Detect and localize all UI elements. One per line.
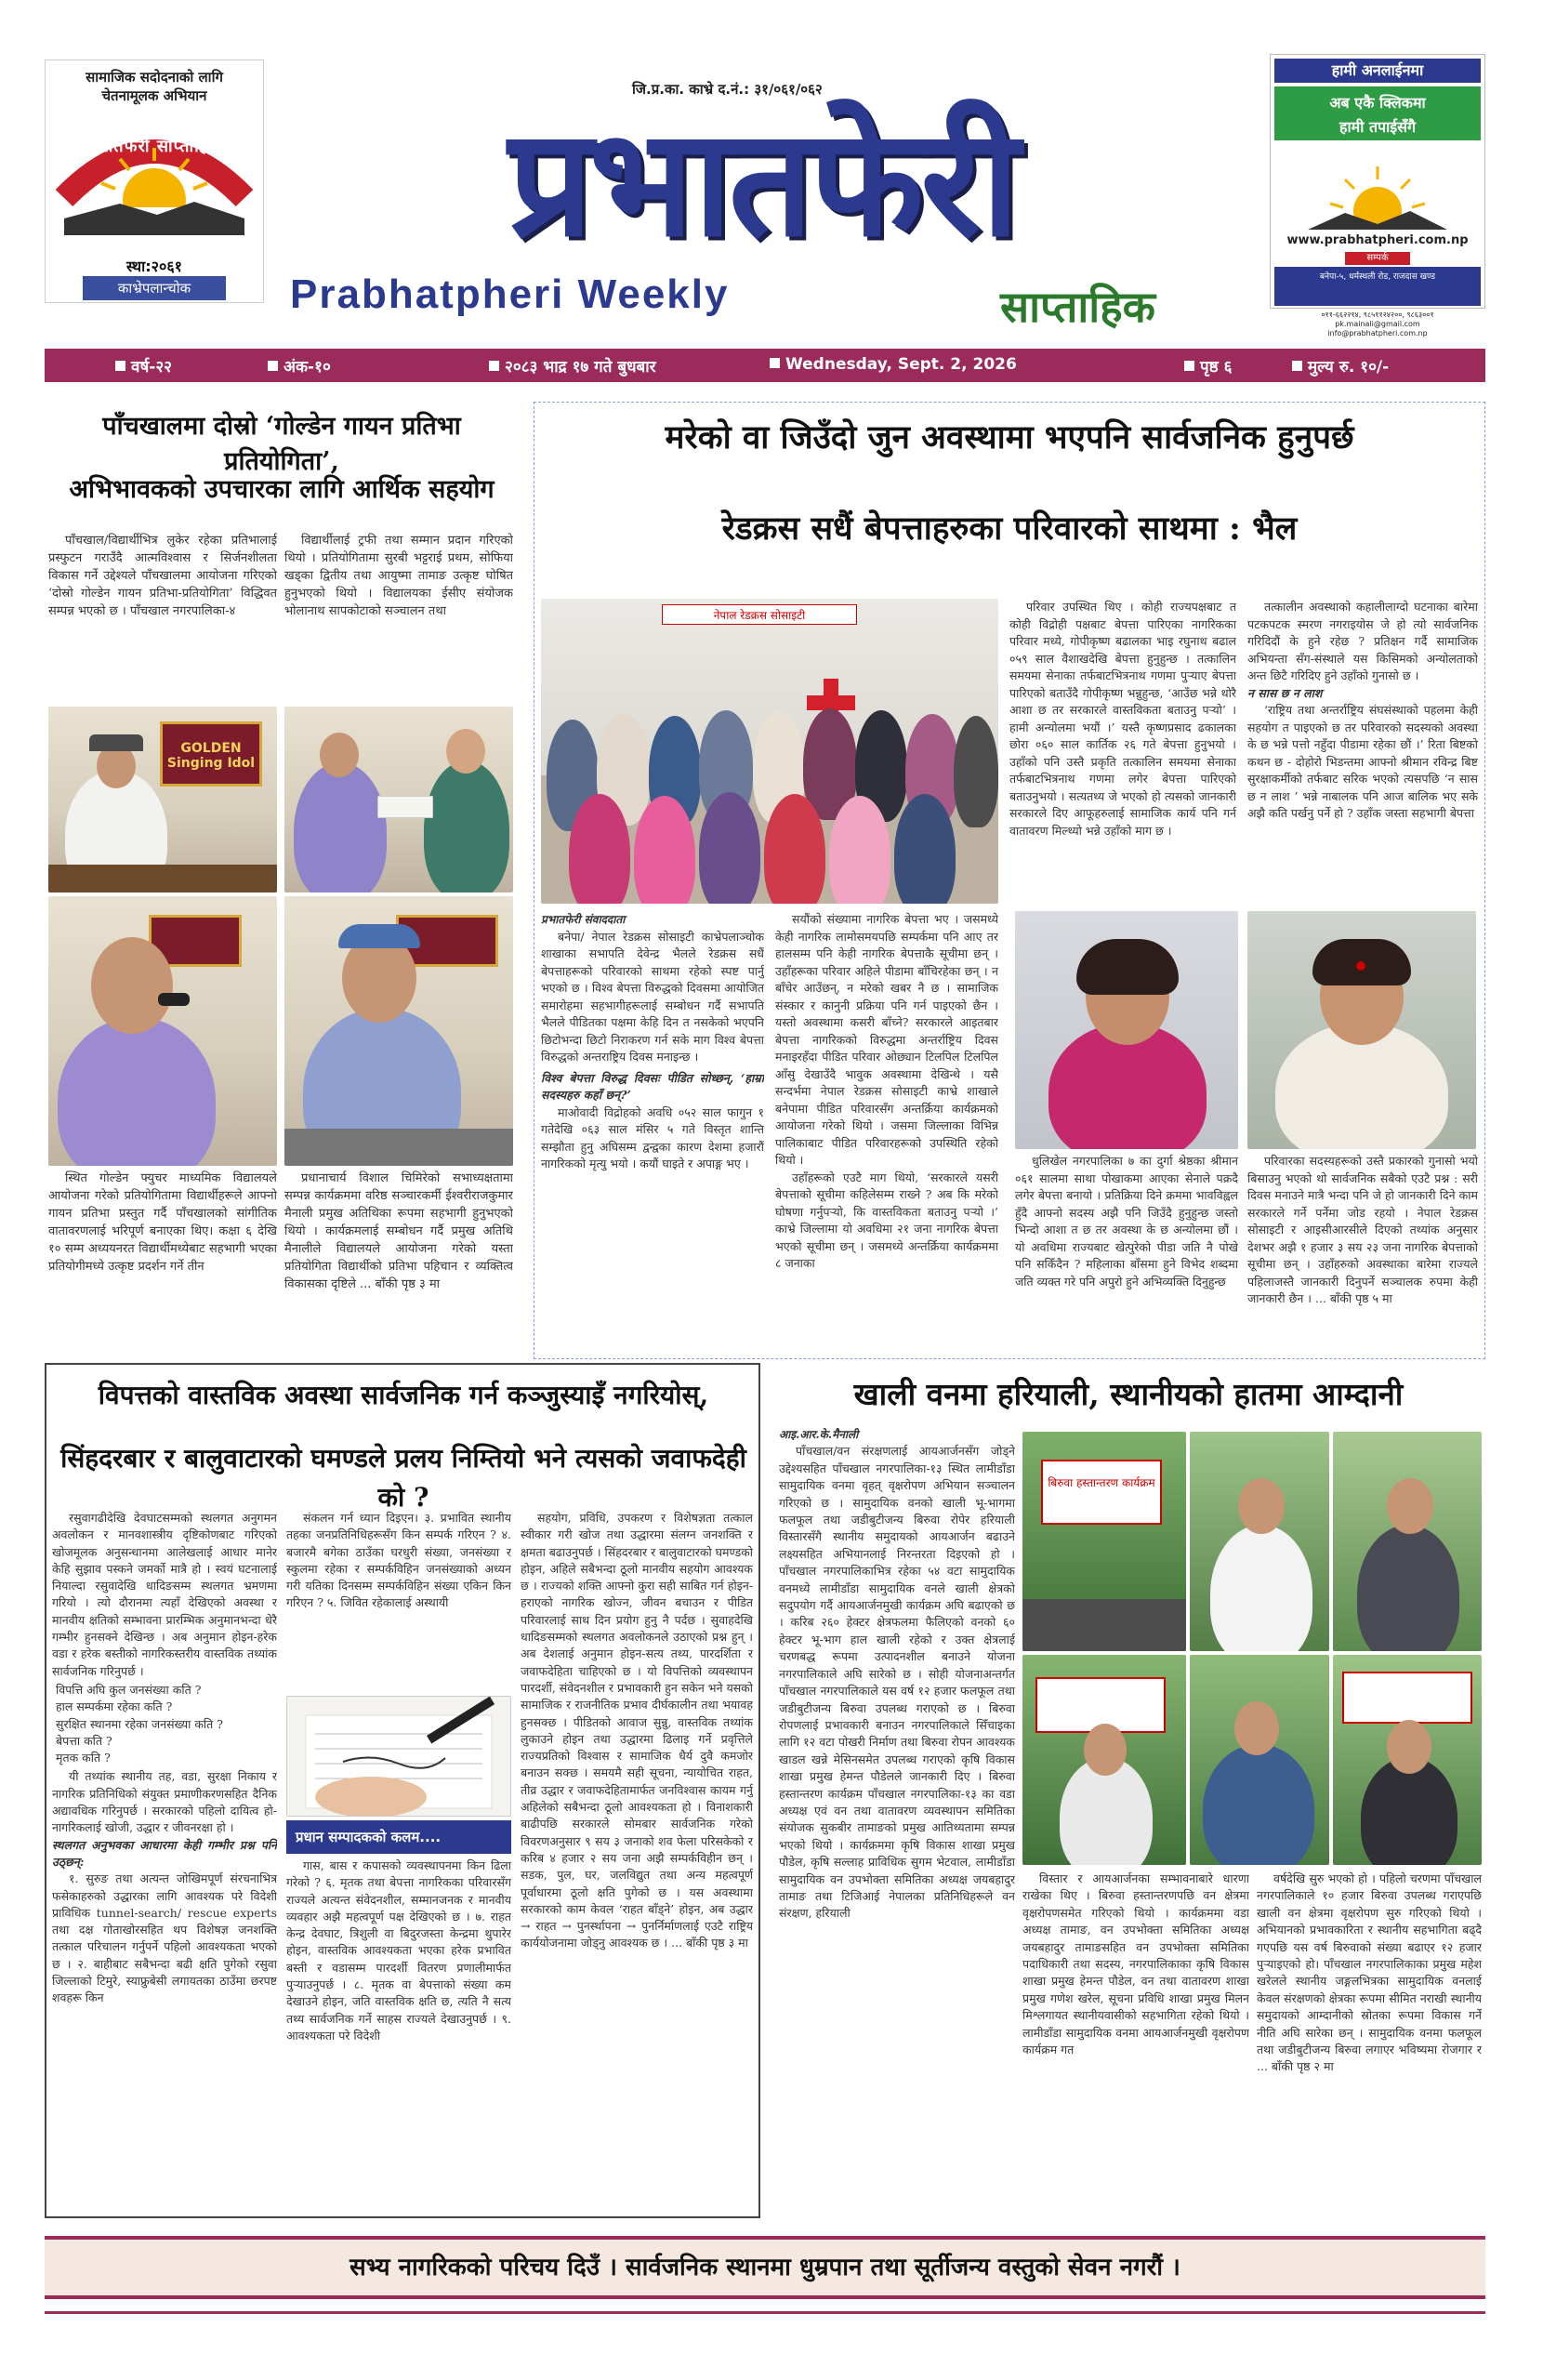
story2-col-c-bottom: धुलिखेल नगरपालिका ७ का दुर्गा श्रेष्ठका श्रीमान ०६१ सालमा साथा पोखाकमा आएका सेनाले पक्रदै लगेर बेपत्ता बनायो । प्रतिक्रिया दिने क्रममा भावविह्वल हुँदै आफ्नो सदस्य अझै पनि जिउँदै हुनुहुन्छ जस्तो भिन्दो आशा त छ तर अवस्था के छ अन्योलमा छौं । यो अवधिमा राज्यबाट खेत्पुरेको पीडा जति नै पोखे पनि सकिँदैन ? महिलाका बाँसमा हुने विभेद शब्दमा जति व्यक्त गरे पनि अपुरो हुने अभिव्यक्ति दिनुहुन्छ [1015, 1154, 1238, 1289]
email-primary[interactable]: pk.mainali@gmail.com [1335, 320, 1420, 328]
question-item: मृतक कति ? [56, 1751, 111, 1765]
email-secondary[interactable]: info@prabhatpheri.com.np [1327, 329, 1428, 337]
collage-photo-5 [1190, 1655, 1329, 1865]
story2-col-c: परिवार उपस्थित थिए । कोही राज्यपक्षबाट त कोही विद्रोही पक्षबाट बेपत्ता पारिएका नागरिकका परिवार मध्ये, गोपीकृष्ण बढालका भाइ रघुनाथ बढाल ०५९ साल वैशाखदेखि बेपत्ता हुनुहुन्छ । तत्कालिन समयमा सेनाका तर्फबाटभित्रनाथ गणमा पुर्‍याए बेपत्ता पारिएको बताउँदै गोपीकृष्ण भन्नुहुन्छ, ‘आउँछ भन्ने थोरै आशा छ तर सरकारले वास्तविकता बताउनु पर्‍यो’ । हामी अन्योलमा भयौं ।’ यस्तै कृष्णप्रसाद ढकालका छोरा ०६० साल कार्तिक २६ गते बेपत्ता हुनुभयो । उहाँको पनि उस्तै प्रकृति तत्कालिन समयमा सेनाका तर्फबाटभित्रनाथ गणमा लगेर बेपत्ता पारिएको बताउनुभयो । सत्यतथ्य जे भएको हो त्यसको जानकारी सरकारले दिए आफूहरुलाई सामाजिक कार्य पनि गर्न वातावरण मिल्थ्यो भन्ने उहाँको माग छ । [1009, 600, 1236, 838]
story1-headline-line2: अभिभावकको उपचारका लागि आर्थिक सहयोग [69, 475, 495, 504]
tika [1356, 961, 1365, 971]
story3-col2-top: संकलन गर्न ध्यान दिइएन। ३. प्रभावित स्थानीय तहका जनप्रतिनिधिहरूसँग किन सम्पर्क गरिएन ? ४. बजारमै बगेका ठाउँका घरधुरी संख्या, जनसंख्या र स्कुलमा रहेका र सम्पर्कविहिन जनसंख्याको अध्यन गरी यतिका दिनसम्म सम्पर्कविहिन संख्या एकिन किन गरिएन ? ५. जिवित रहेकालाई अस्थायी [286, 1511, 511, 1610]
online-promo [1270, 54, 1485, 309]
story1-photo-2 [284, 707, 513, 892]
story2-subheading: विश्व बेपत्ता विरुद्ध दिवसः पीडित सोध्छन्, ‘हाम्रा सदस्यहरु कहाँ छन्?’ [541, 1070, 764, 1102]
story2-col-d-bottom: परिवारका सदस्यहरूको उस्तै प्रकारको गुनासो भयो बिसाउनु भएको थो सार्वजनिक सबैको एउटै प्रश्न : सरी दिवस मनाउने मात्रै भन्दा पनि जे हो जानकारी दिने काम सरकारले गर्ने पर्नेमा जोड रहयो । नेपाल रेडक्रस सोसाइटी र आइसीआरसीले दिएको तथ्यांक अनुसार देशभर अझै १ हजार ३ सय २३ जना नागरिक बेपत्ताको सूचीमा छन् । उहाँहरुको अवस्थाका बारेमा राज्यले पहिलाजस्तै जानकारी दिनुपर्ने सञ्चालक रुपमा केही जानकारी छैन । ... बाँकी पृष्ठ ५ मा [1247, 1154, 1478, 1305]
footer-slogan: सभ्य नागरिकको परिचय दिउँ । सार्वजनिक स्थानमा धुम्रपान तथा सूर्तीजन्य वस्तुको सेवन नगरौं । [349, 2254, 1180, 2281]
slogan-line2: हामी तपाईसँगै [1339, 118, 1416, 136]
online-promo-slogan [1274, 86, 1481, 140]
redcross-banner: नेपाल रेडक्रस सोसाइटी [662, 604, 857, 625]
editor-pen-photo [286, 1696, 511, 1817]
story1-photo-4 [284, 896, 513, 1166]
collage-photo-6 [1333, 1655, 1482, 1865]
story1-headline-line1: पाँचखालमा दोस्रो ‘गोल्डेन गायन प्रतिभा प्रतियोगिता’, [102, 412, 461, 476]
microphone-icon [158, 993, 190, 1006]
question-item: सुरक्षित स्थानमा रहेका जनसंख्या कति ? [56, 1716, 223, 1731]
story2-byline: प्रभातफेरी संवाददाता [541, 913, 626, 926]
weekly-label: साप्ताहिक [1000, 282, 1155, 332]
left-logo [55, 114, 254, 254]
masthead-left-badge [45, 60, 264, 303]
page-number: पृष्ठ ६ [1184, 355, 1232, 377]
left-badge-line2: चेतनामूलक अभियान [101, 87, 207, 104]
date-bar [45, 349, 1485, 382]
story4-byline: आइ.आर.के.मैनाली [779, 1428, 859, 1441]
story3-headline-line2: सिंहदरबार र बालुवाटारको घमण्डले प्रलय निम्तियो भने त्यसको जवाफदेही को ? [60, 1443, 746, 1513]
collage-photo-1 [1022, 1432, 1186, 1651]
editor-column-label: प्रधान सम्पादकको कलम.... [286, 1820, 511, 1854]
story2-col-b: सयौंको संख्यामा नागरिक बेपत्ता भए । जसमध्ये केही नागरिक लामोसमयपछि सम्पर्कमा पनि आए तर हालसम्म पनि केही नागरिक बेपत्ताकै सूचीमा छन् । उहाँहरूका परिवार अहिले पीडामा बाँचिरहेका छन् । न बाँचेर आउँछन्, न मरेको खबर नै छ । सामाजिक संस्कार र कानुनी प्रक्रिया पनि गर्न पाइएको छैन । यस्तो अवस्थामा कसरी बाँच्ने? सरकारले आइतबार बेपत्ता नागरिकको विरुद्धमा अन्तर्राष्ट्रिय दिवस मनाइरहँदा पीडित परिवार ओछ्यान टिलपिल टिलपिल आँसु देखाउँदै भावुक अवस्थामा देखिन्थे । यसै सन्दर्भमा नेपाल रेडक्रस सोसाइटी काभ्रे शाखाले बनेपामा पीडित परिवारसँग अन्तर्क्रिया कार्यक्रमको आयोजना गरेको थियो । जसमा जिल्लाका विभिन्न पालिकाबाट पीडित परिवारहरूको उपस्थिति रहेको थियो । उहाँहरूको एउटै माग थियो, ‘सरकारले यसरी बेपत्ताको सूचीमा कहिलेसम्म राख्ने ? अब कि मरेको घोषणा गर्नुपर्‍यो, कि वास्तविकता बताउनु पर्‍यो ।’ काभ्रे जिल्लामा यो अवधिमा २१ जना नागरिक बेपत्ता भएको सूचीमा छन् । जसमध्ये अन्तर्क्रिया कार्यक्रममा ८ जनाका [775, 912, 998, 1270]
sign-board: बिरुवा हस्तान्तरण कार्यक्रम [1041, 1460, 1162, 1525]
story2-headline-line1: मरेको वा जिउँदो जुन अवस्थामा भएपनि सार्वजनिक हुनुपर्छ [665, 418, 1354, 456]
pen-writing-icon [287, 1697, 511, 1817]
story2-portrait-woman-2 [1247, 911, 1476, 1149]
story2-group-photo [541, 599, 998, 904]
phone: ०११-६६२२१४, ९८५११२४२००, ९८६३००१ [1321, 311, 1434, 319]
story2-col-d: तत्कालीन अवस्थाको कहालीलाग्दो घटनाका बारेमा पटकपटक स्मरण नगराइयोस जे हो त्यो सार्वजनिक गरिदिदौं के हुने रहेछ ? प्रतिक्षन गर्दै सामाजिक अभियन्ता सँग-संस्थाले यस किसिमको अन्योलताको अन्त छिटै गरिदिए हुने उहाँको गुनासो छ । न सास छ न लाश ‘राष्ट्रिय तथा अन्तर्राष्ट्रिय संघसंस्थाको पहलमा केही सहयोग त पाइएको छ तर परिवारको सदस्यको अवस्था के छ भन्ने पत्तो नहुँदा पीडामा रहेका छौं ।’ रिता बिष्टको कथन छ - दोहोरो भिडन्तमा आफ्नो श्रीमान रविन्द्र बिष्ट सुरक्षाकर्मीको तर्फबाट सरिक भएको त्यसपछि ‘न सास छ न लाश ’ भन्ने नाबालक पनि आज बालिक भए सके अझै कति पर्खनु पर्ने हो ? उहाँक जस्ता सहभागी बेपत्ता [1247, 600, 1478, 820]
banner-text: GOLDEN Singing Idol [166, 741, 256, 771]
contact-block [1274, 267, 1481, 306]
story4-col1: आइ.आर.के.मैनाली पाँचखाल/वन संरक्षणलाई आयआर्जनसँग जोड्ने उद्देश्यसहित पाँचखाल नगरपालिका-१३ स्थित लामीडाँडा सामुदायिक वनमा वृहत् वृक्षरोपण अभियान सञ्चालन गरिएको छ । सामुदायिक वनको खाली भू-भागमा फलफूल तथा जडीबुटीजन्य बिरुवा रोपेर हरियाली विस्तारसँगै स्थानीय समुदायको आयआर्जन बढाउने लक्ष्यसहित अभियानलाई निरन्तरता दिइएको हो । पाँचखाल नगरपालिकाभित्र रहेका ५४ वटा सामुदायिक वनमध्ये लामीडाँडा सामुदायिक वनले खाली क्षेत्रको सदुपयोग गर्दै आयआर्जनमुखी कार्यक्रम अघि बढाएको छ । करिब २६० हेक्टर क्षेत्रफलमा फैलिएको वनको ६० हेक्टर भू-भाग हाल खाली रहेको र उक्त क्षेत्रलाई चरणबद्ध रूपमा उत्पादनशील बनाउने योजना नगरपालिकाले अघि सारेको छ । सोही योजनाअन्तर्गत पाँचखाल नगरपालिकाले यस वर्ष १२ हजार फलफूल तथा जडीबुटीजन्य बिरुवा उपलब्ध गराएको छ । बिरुवा रोपणलाई प्रभावकारी बनाउन नगरपालिकाले सिँचाइका लागि १२ वटा पोखरी निर्माण तथा बिरुवा रोपन आवश्यक खाडल खन्ने मेसिनसमेत उपलब्ध गराएको कृषि विकास शाखा प्रमुख हेमन्त पौडेलले जानकारी दिए । बिरुवा हस्तान्तरण कार्यक्रम पाँचखाल नगरपालिका-१३ का वडा अध्यक्ष एवं वन तथा वातावरण व्यवस्थापन समितिका संयोजक सुकबीर तामाङको प्रमुख आतिथ्यतामा सम्पन्न भएको थियो । कार्यक्रममा कृषि विकास शाखा प्रमुख पौडेल, कृषि सल्लाह प्राविधिक सुगम भेटवाल, लामीडाँडा सामुदायिक वन उपभोक्ता समितिका अध्यक्ष जयबहादुर तामाङ तथा टिजिआई नेपालका प्रतिनिधिहरूले वन संरक्षण, हरियाली [779, 1428, 1015, 1921]
bottom-rule [45, 2311, 1485, 2314]
cheque [377, 796, 433, 818]
collage-photo-3 [1333, 1432, 1482, 1651]
location-label: काभ्रेपलान्चोक [83, 276, 226, 300]
contact-label: सम्पर्क [1345, 252, 1410, 265]
story2-subheading-2: न सास छ न लाश [1247, 685, 1323, 700]
collage-photo-4 [1022, 1655, 1186, 1865]
story2-portrait-woman-1 [1015, 911, 1238, 1149]
story4-photo-collage [1022, 1432, 1482, 1865]
collage-photo-2 [1190, 1432, 1329, 1651]
question-item: विपत्ति अघि कुल जनसंख्या कति ? [56, 1682, 202, 1697]
nepali-date: २०८३ भाद्र १७ गते बुधबार [489, 355, 656, 377]
story3-col2-bottom: गास, बास र कपासको व्यवस्थापनमा किन ढिला गरेको ? ६. मृतक तथा बेपत्ता नागरिकका परिवारसँग राज्यले अत्यन्त संवेदनशील, सम्मानजनक र मानवीय व्यवहार अझै महत्वपूर्ण पक्ष देखिएको छ । ७. राहत केन्द्र देवघाट, त्रिशुली वा बिदुरजस्ता केन्द्रमा थुपारेर होइन, वास्तविक आवश्यकता भएका हरेक प्रभावित बस्ती र वडासम्म पारदर्शी वितरण प्रणालीमार्फत पुऱ्याउनुपर्छ । ८. मृतक वा बेपत्ताको संख्या कम देखाउने होइन, जति वास्तविक क्षति छ, त्यति नै सत्य तथ्य सार्वजनिक गर्ने साहस राज्यले देखाउनुपर्छ । ९. आवश्यकता परे विदेशी [286, 1858, 511, 2043]
english-date: Wednesday, Sept. 2, 2026 [770, 355, 1017, 374]
masthead-english-title: Prabhatpheri Weekly [290, 271, 730, 317]
story3-col1: रसुवागढीदेखि देवघाटसम्मको स्थलगत अनुगमन अवलोकन र मानवशास्त्रीय दृष्टिकोणबाट गरिएको खोजमूलक अनुसन्धानमा आलेखलाई आधार मानेर केहि सुझाव पस्कने जमर्को मात्रै हो । स्वयं घटनालाई नियाल्दा रसुवादेखि धादिङसम्म स्थलगत भ्रमणमा गरियो । त्यो दौरानमा त्यहाँ देखिएको अवस्था र मानवीय क्षतिको सम्भावना प्रारम्भिक अनुमानभन्दा धेरै गम्भीर हुनसक्ने देखिन्छ । अब अनुमान होइन-हरेक वडा र हरेक बस्तीको नागरिकस्तरीय वास्तविक तथ्यांक सार्वजनिक गरिनुपर्छ । विपत्ति अघि कुल जनसंख्या कति ? हाल सम्पर्कमा रहेका कति ? सुरक्षित स्थानमा रहेका जनसंख्या कति ? बेपत्ता कति ? मृतक कति ? यी तथ्यांक स्थानीय तह, वडा, सुरक्षा निकाय र नागरिक प्रतिनिधिको संयुक्त प्रमाणीकरणसहित दैनिक अद्यावधिक गरिनुपर्छ । सरकारको पहिलो दायित्व हो-नागरिकलाई खोजी, उद्धार र जीवनरक्षा हो । स्थलगत अनुभवका आधारमा केही गम्भीर प्रश्न पनि उठ्छन्: १. सुरुङ तथा अत्यन्त जोखिमपूर्ण संरचनाभित्र फसेकाहरुको उद्धारका लागि आवश्यक परे विदेशी प्राविधिक tunnel-search/ rescue experts तथा दक्ष गोताखोरसहित थप विशेषज्ञ जनशक्ति तत्काल परिचालन गर्नुपर्ने पहिलो आवश्यकता भएको छ । २. बाहीबाट सबैभन्दा बढी क्षति पुगेको रसुवा जिल्लाको टिमुरे, स्याफ्रुबेसी लगायतका ठाउँमा छरपष्ट शवहरू किन [52, 1511, 277, 2005]
story3-col3: सहयोग, प्रविधि, उपकरण र विशेषज्ञता तत्काल स्वीकार गरी खोज तथा उद्धारमा संलग्न जनशक्ति र क्षमता बढाउनुपर्छ । सिंहदरबार र बालुवाटारको घमण्डको होइन, अहिले सबैभन्दा ठूलो मानवीय सहयोग आवश्यक छ । राज्यको शक्ति आफ्नो कुरा सही साबित गर्न होइन-हराएको नागरिक खोज्न, जीवन बचाउन र पीडित परिवारलाई साथ दिन प्रयोग हुनु नै पर्दछ । सुवाहदेखि धादिङसम्मको स्थलगत अवलोकनले उठाएको प्रश्न हुन् । अब देशलाई अनुमान होइन-सत्य तथ्य, पारदर्शिता र जवाफदेहिता चाहिएको छ । यो विपत्तिको व्यवस्थापन पारदर्शी, संवेदनशील र प्रभावकारी हुन सकेन भने यसको सामाजिक र राजनीतिक प्रभाव दीर्घकालीन तथा भयावह हुनसक्छ । पीडितको आवाज सुन्नु, वास्तविक तथ्यांक लुकाउने होइन तथा उद्धारमा ढिलाइ गर्ने प्रवृत्तिले राज्यप्रतिको विश्वास र सामाजिक धैर्य दुवै कमजोर बनाउन सक्छ । समयमै सही सूचना, न्यायोचित राहत, तीव्र उद्धार र जवाफदेहितामार्फत जनविश्वास कायम गर्नु अहिलेको सबैभन्दा ठूलो आवश्यकता हो । विनाशकारी बाढीपछि सरकारले सोमबार सार्वजनिक गरेको विवरणअनुसार ९ सय ३ जनाको शव फेला परिसकेको र करिब ४ हजार २ सय जना अझै सम्पर्कविहीन छन् । सडक, पुल, घर, जलविद्युत तथा अन्य महत्वपूर्ण पूर्वाधारमा ठूलो क्षति पुगेको छ । यस अवस्थामा सरकारको काम केवल ‘राहत बाँड्ने’ होइन, अब उद्धार → राहत → पुनर्स्थापना → पुनर्निर्माणलाई एउटै राष्ट्रिय कार्ययोजनामा जोड्नु आवश्यक छ । ... बाँकी पृष्ठ ३ मा [521, 1511, 753, 1950]
price: मुल्य रु. १०/- [1292, 355, 1389, 377]
story3-subheading: स्थलगत अनुभवका आधारमा केही गम्भीर प्रश्न पनि उठ्छन्: [52, 1837, 277, 1869]
footer-slogan-bar [45, 2236, 1485, 2299]
question-item: हाल सम्पर्कमा रहेका कति ? [56, 1699, 173, 1714]
story1-photo-3 [48, 896, 277, 1166]
slogan-line1: अब एकै क्लिकमा [1329, 94, 1426, 112]
website-link[interactable]: www.prabhatpheri.com.np [1286, 233, 1469, 247]
left-badge-line1: सामाजिक सदोदनाको लागि [86, 69, 223, 86]
story1-col1-top: पाँचखाल/विद्यार्थीभित्र लुकेर रहेका प्रतिभालाई प्रस्फुटन गराउँदै आत्मविश्वास र सिर्जनशीलता विकास गर्ने उद्देश्यले पाँचखालमा आयोजना गरिएको ‘दोस्रो गोल्डेन गायन प्रतिभा-प्रतियोगिता’ विद्धिवत सम्पन्न भएको छ । पाँचखाल नगरपालिका-४ [48, 534, 277, 618]
volume-year: वर्ष-२२ [115, 355, 172, 377]
contact-details [1270, 311, 1485, 338]
topi-hat [89, 734, 143, 751]
story4-col3: वर्षदेखि सुरु भएको हो । पहिलो चरणमा पाँचखाल नगरपालिकाले १० हजार बिरुवा उपलब्ध गराएपछि खाली वन क्षेत्रमा वृक्षरोपण सुरु गरिएको थियो । अभियानको प्रभावकारिता र स्थानीय सहभागिता बढ्दै गएपछि यस वर्ष बिरुवाको संख्या बढाएर १२ हजार पुऱ्याइएको हो। पाँचखाल नगरपालिकाका प्रमुख महेश खरेलले स्थानीय जङ्गलभित्रका सामुदायिक वनलाई केवल संरक्षणको क्षेत्रका रूपमा सीमित नराखी स्थानीय समुदायको आम्दानीको स्रोतका रूपमा विकास गर्ने नीति अघि सारेका छन् । सामुदायिक वनमा फलफूल तथा जडीबुटीजन्य बिरुवा लगाएर भविष्यमा रोजगार र ... बाँकी पृष्ठ २ मा [1257, 1871, 1482, 2074]
story3-question-list [56, 1682, 277, 1766]
hair [1076, 939, 1179, 995]
story1-col2-top: विद्यार्थीलाई ट्रफी तथा सम्मान प्रदान गरिएको थियो । प्रतियोगितामा सुरबी भट्टराई प्रथम, सोफिया खड्का द्वितीय तथा आयुष्मा तामाङ उत्कृष्ट घोषित हुनुभएको थियो । विद्यालयका ईसीए संयोजक भोलानाथ सापकोटाको सञ्चालन तथा [284, 534, 513, 618]
masthead-title: प्रभातफेरी [508, 95, 1017, 270]
question-item: बेपत्ता कति ? [56, 1733, 112, 1748]
online-promo-title: हामी अनलाईनमा [1274, 59, 1481, 83]
story1-col2-bottom: प्रधानाचार्य विशाल चिमिरेको सभाध्यक्षतामा सम्पन्न कार्यक्रममा वरिष्ठ सञ्चारकर्मी ईश्वरीराजकुमार मैनाली प्रमुख अतिथिका रूपमा सहभागी हुनुभएको थियो । कार्यक्रमलाई सम्बोधन गर्दै प्रमुख अतिथि मैनालीले विद्यालयले आयोजना गरेको यस्ता प्रतियोगिता विद्यार्थीको प्रतिभा पहिचान र व्यक्तित्व विकासका दृष्टिले ... बाँकी पृष्ठ ३ मा [284, 1171, 513, 1291]
story4-headline: खाली वनमा हरियाली, स्थानीयको हातमा आम्दानी [853, 1376, 1404, 1412]
cap [338, 924, 420, 948]
story2-headline-line2: रेडक्रस सधैं बेपत्ताहरुका परिवारको साथमा : भैल [721, 509, 1298, 548]
story4-col2: विस्तार र आयआर्जनका सम्भावनाबारे धारणा राखेका थिए । बिरुवा हस्तान्तरणपछि वन क्षेत्रमा वृक्षरोपणसमेत गरिएको थियो । कार्यक्रममा वडा अध्यक्ष तामाङ, वन उपभोक्ता समितिका अध्यक्ष जयबहादुर तामाङसहित वन उपभोक्ता समितिका पदाधिकारी तथा सदस्य, नगरपालिकाका कृषि विकास शाखा प्रमुख हेमन्त पौडेल, वन तथा वातावरण शाखा प्रमुख गणेश खरेल, सूचना प्रविधि शाखा प्रमुख मिलन मिश्लगायत स्थानीयवासीको सहभागिता रहेको थियो । लामीडाँडा सामुदायिक वनमा आयआर्जनमुखी वृक्षरोपण कार्यक्रम गत [1022, 1871, 1249, 2057]
registration-number: जि.प्र.का. काभ्रे द.नं.: ३१/०६१/०६२ [632, 81, 823, 98]
issue-number: अंक-१० [268, 355, 331, 377]
address: बनेपा-५, धर्मस्थली रोड, राजदास खण्ड [1319, 272, 1436, 282]
sunrise-icon [1308, 146, 1447, 230]
left-logo-text: प्रभातफेरी साप्ताहिक [86, 137, 223, 156]
established: स्था:२०६१ [126, 258, 182, 275]
golden-banner [160, 721, 262, 787]
story3-headline-line1: विपत्तको वास्तविक अवस्था सार्वजनिक गर्न कञ्जुस्याइँ नगरियोस्, [98, 1380, 709, 1410]
story1-col1-bottom: स्थित गोल्डेन फ्युचर माध्यमिक विद्यालयले आयोजना गरेको प्रतियोगितामा विद्यार्थीहरूले आफ्नो गायन प्रतिभा प्रस्तुत गर्दै पाँचखालको सांगीतिक वातावरणलाई भरिपूर्ण बनाएका थिए। कक्षा ६ देखि १० सम्म अध्ययनरत विद्यार्थीमध्येबाट सहभागी भएका प्रतियोगीमध्ये उत्कृष्ट प्रदर्शन गर्ने तीन [48, 1171, 277, 1274]
story1-photo-1 [48, 707, 277, 892]
story2-col-a: प्रभातफेरी संवाददाता बनेपा/ नेपाल रेडक्रस सोसाइटी काभ्रेपलाञ्चोक शाखाका सभापति देवेन्द्र भैलले रेडक्रस सधैं बेपत्ताहरूको परिवारको साथमा रहेको स्पष्ट पार्नु भएको छ । विश्व बेपत्ता विरुद्धको दिवसमा आयोजित समारोहमा सहभागीहरूलाई सम्बोधन गर्दै सभापति भैलले पीडितका पक्षमा केहि दिन त नसकेको भएपनि छिटोभन्दा छिटो निराकरण गर्न सके माग विश्व बेपत्ता विरुद्धको अन्तराष्ट्रिय दिवस मनाइन्छ । विश्व बेपत्ता विरुद्ध दिवसः पीडित सोध्छन्, ‘हाम्रा सदस्यहरु कहाँ छन्?’ माओवादी विद्रोहको अवधि ०५२ साल फागुन १ गतेदेखि ०६३ साल मंसिर ५ गते विस्तृत शान्ति सम्झौता हुनु अघिसम्म द्वन्द्वका कारण देशमा हजारौं नागरिकको मृत्यु भयो । कयौं घाइते र अपाङ्ग भए । [541, 913, 764, 1170]
